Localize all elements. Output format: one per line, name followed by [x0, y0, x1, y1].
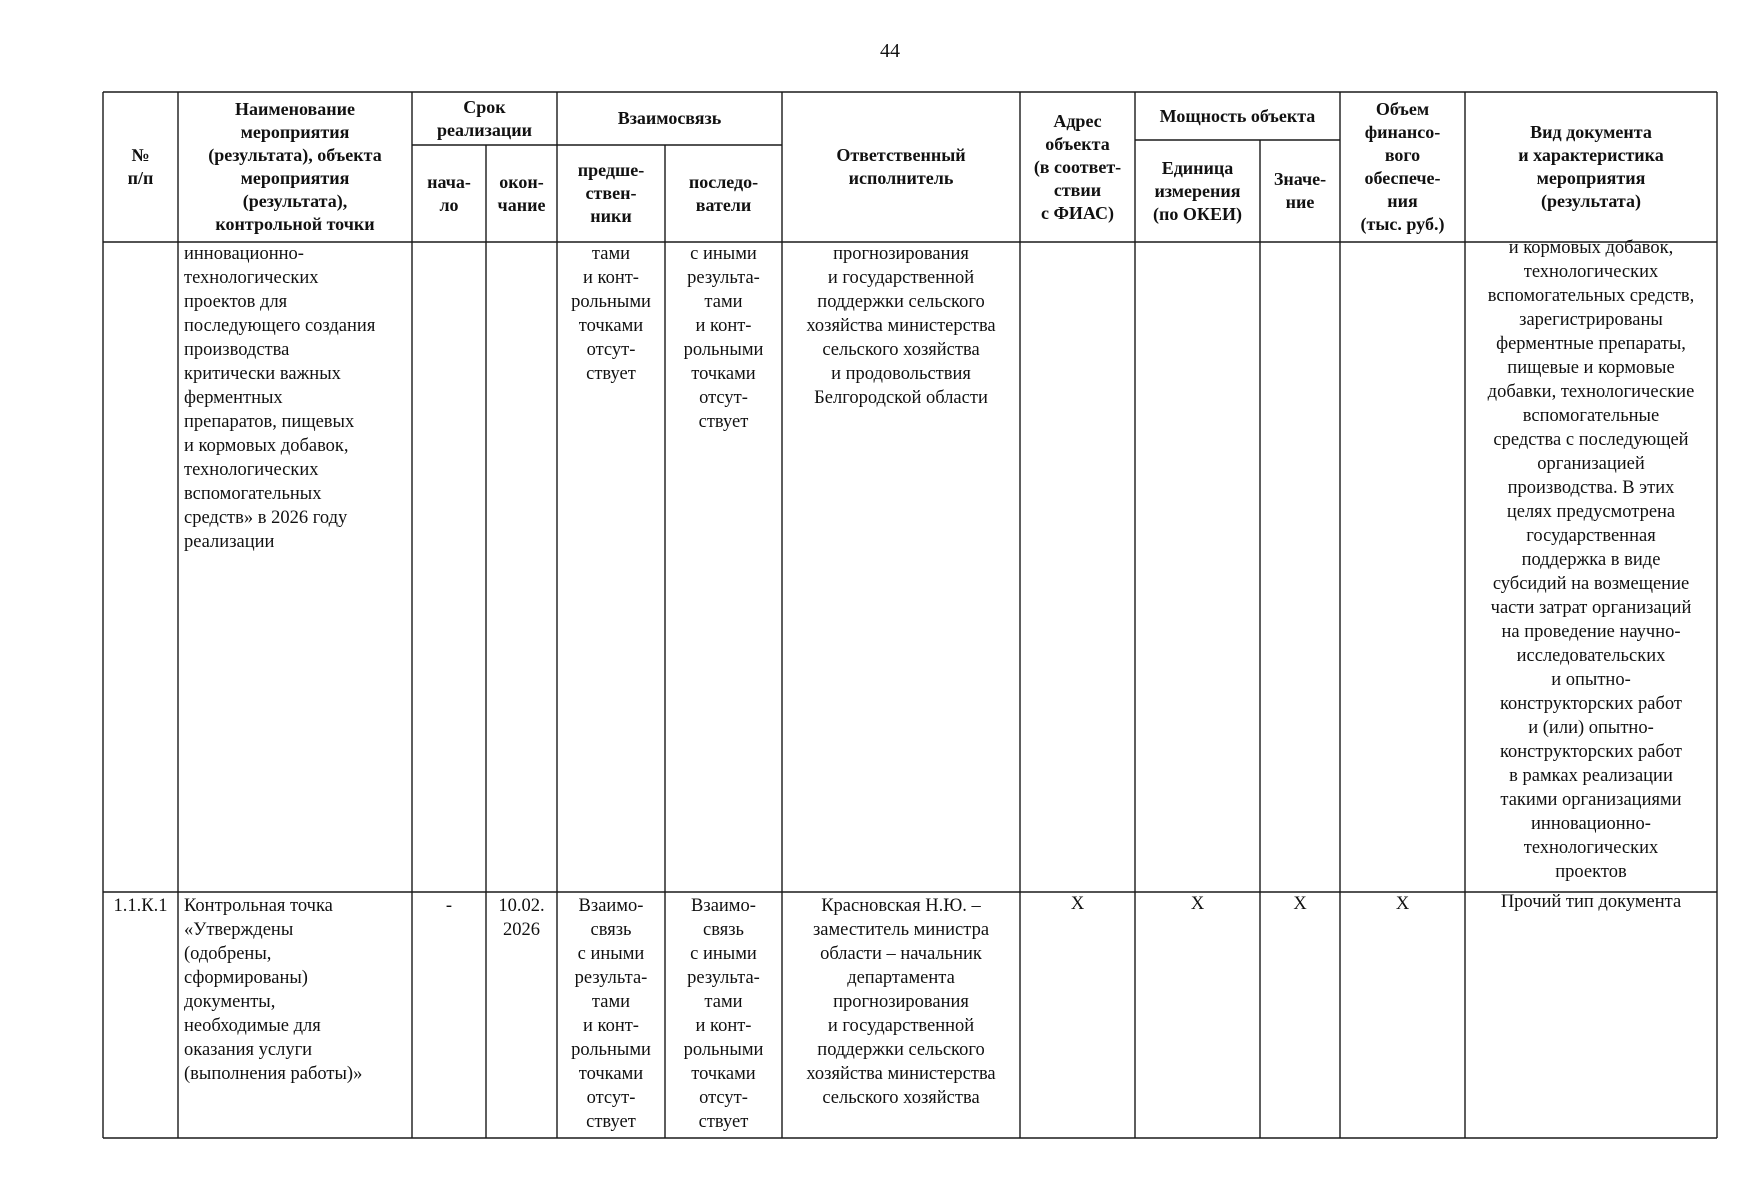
row2-address: X	[1070, 894, 1085, 914]
row2-predecessors: Взаимо- связь с иными результа- тами и конт- рольными точками отсут- ствует	[571, 896, 651, 1132]
header-number: № п/п	[127, 145, 154, 188]
header-document: Вид документа и характеристика мероприятия (результата)	[1518, 122, 1664, 211]
row2-value: X	[1293, 894, 1307, 914]
row2-name: Контрольная точка «Утверждены (одобрены, сформированы) документы, необходимые для оказания услуги (выполнения работы)»	[184, 896, 363, 1084]
header-term-start: нача- ло	[427, 171, 471, 215]
page-number: 44	[880, 40, 900, 62]
row2-successors: Взаимо- связь с иными результа- тами и конт- рольными точками отсут- ствует	[683, 896, 764, 1132]
row2-number: 1.1.К.1	[113, 896, 168, 916]
header-address: Адрес объекта (в соответ- ствии с ФИАС)	[1033, 110, 1122, 223]
row1-successors: с иными результа- тами и конт- рольными точками отсут- ствует	[683, 244, 764, 432]
header-link-predecessors: предше- ствен- ники	[577, 160, 645, 226]
row2-unit: X	[1190, 894, 1205, 914]
header-finance: Объем финансо- вого обеспече- ния (тыс. руб.)	[1360, 99, 1445, 234]
row2-finance: X	[1395, 894, 1410, 914]
row2-document: Прочий тип документа	[1500, 892, 1682, 912]
header-power-value: Значе- ние	[1273, 169, 1327, 212]
header-term: Срок реализации	[437, 96, 532, 140]
header-power: Мощность объекта	[1159, 105, 1316, 126]
row2-end: 10.02. 2026	[498, 896, 545, 940]
row1-name: инновационно- технологических проектов для последующего создания производства критически важных ферментных препаратов, пищевых и кормовых добавок, технологических вспомогательных средств» в 2026 году реализации	[184, 244, 376, 552]
row1-predecessors: тами и конт- рольными точками отсут- ствует	[571, 244, 651, 384]
row1-document: и кормовых добавок, технологических вспомогательных средств, зарегистрированы ферментные препараты, пищевые и кормовые добавки, технологические вспомогательные средства с последующей организацией производства. В этих целях предусмотрена государственная поддержка в виде субсидий на возмещение части затрат организаций на проведение научно- исследовательских и опытно- конструкторских работ и (или) опытно- конструкторских работ в рамках реализации такими организациями инновационно- технологических проектов	[1487, 238, 1695, 882]
header-responsible: Ответственный исполнитель	[836, 145, 966, 188]
header-name: Наименование мероприятия (результата), объекта мероприятия (результата), контрольной точки	[208, 99, 382, 234]
row2-responsible: Красновская Н.Ю. – заместитель министра области – начальник департамента прогнозирования и государственной поддержки сельского хозяйства министерства сельского хозяйства	[806, 896, 996, 1108]
header-link-successors: последо- ватели	[688, 171, 759, 215]
header-power-unit: Единица измерения (по ОКЕИ)	[1153, 157, 1242, 224]
row1-responsible: прогнозирования и государственной поддержки сельского хозяйства министерства сельского хозяйства и продовольствия Белгородской области	[806, 244, 996, 408]
header-link: Взаимосвязь	[617, 108, 722, 128]
header-term-end: окон- чание	[497, 171, 546, 215]
row2-start: -	[445, 896, 453, 916]
